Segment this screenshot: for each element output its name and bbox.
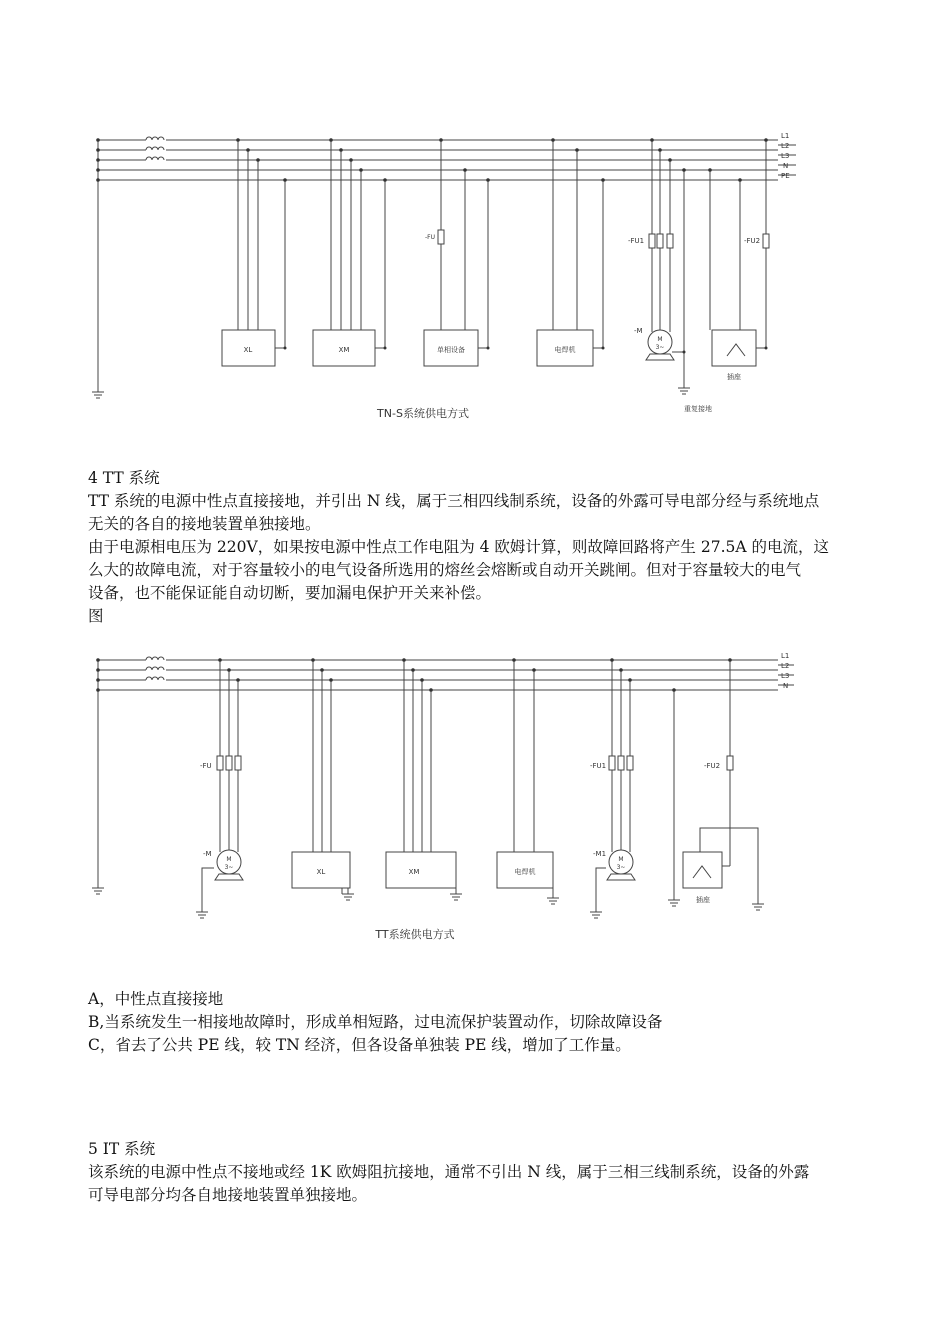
bus-label-n: N [783,682,789,690]
section4-text [88,467,870,628]
section5-text [88,1138,870,1207]
box-label-single-phase: 单相设备 [437,346,465,354]
motor-m1-symbol: M [618,856,624,863]
socket-label: 插座 [727,373,741,381]
motor-symbol: M [657,336,663,343]
motor-phase: 3~ [655,344,665,351]
box-label-xl: XL [243,346,253,354]
figure2-caption: TT系统供电方式 [375,928,455,941]
section4-figure-ref: 图 [88,607,104,625]
repeat-ground-label: 重复接地 [684,405,712,413]
tt-diagram [0,640,950,950]
bus-label-n: N [783,162,789,170]
junction-dots [96,658,732,692]
motor-m-branch [196,660,243,918]
section5-p1-line2: 可导电部分均各自地接地装置单独接地。 [88,1186,368,1204]
fuse-label-fu1: -FU1 [590,762,607,770]
motor-m-phase: 3~ [224,864,234,871]
fuse-label-fu: -FU [425,234,436,241]
motor-label-m: -M [203,850,212,858]
socket-label: 插座 [696,896,710,904]
section4-p2-line3: 设备，也不能保证能自动切断，要加漏电保护开关来补偿。 [88,584,492,602]
point-a: A，中性点直接接地 [88,990,224,1008]
fuse-label-fu1: -FU1 [628,237,645,245]
bus-label-l3: L3 [781,152,790,160]
bus-label-pe: PE [781,172,790,180]
motor-m-symbol: M [226,856,232,863]
socket-branch [710,140,769,366]
motor-label-m1: -M1 [593,850,607,858]
motor-m1-branch [590,660,635,918]
bus-label-l2: L2 [781,142,790,150]
motor-label: -M [634,327,643,335]
fuse-label-fu: -FU [200,762,212,770]
xm-branch [386,660,462,900]
fuse-label-fu2: -FU2 [744,237,761,245]
point-b: B,当系统发生一相接地故障时，形成单相短路，过电流保护装置动作，切除故障设备 [88,1013,663,1031]
section5-heading: 5 IT 系统 [88,1140,156,1158]
bus-lines [98,660,794,690]
section4-p2-line1: 由于电源相电压为 220V，如果按电源中性点工作电阻为 4 欧姆计算，则故障回路将产生 27.5A 的电流，这 [88,538,829,556]
socket-branch [668,660,764,910]
xl-branch [292,660,354,900]
section4-heading: 4 TT 系统 [88,469,160,487]
section4-p2-line2: 么大的故障电流，对于容量较小的电气设备所选用的熔丝会熔断或自动开关跳闸。但对于容量较大的电气 [88,561,802,579]
motor-m1-phase: 3~ [616,864,626,871]
coil-symbols [146,136,166,164]
coil-symbols [146,656,166,684]
bus-label-l2: L2 [781,662,790,670]
section4-p1-line2: 无关的各自的接地装置单独接地。 [88,515,321,533]
motor-branch [646,140,690,394]
single-phase-branch [424,140,488,366]
bus-label-l1: L1 [781,132,790,140]
section5-p1-line1: 该系统的电源中性点不接地或经 1K 欧姆阻抗接地，通常不引出 N 线，属于三相三线制系统，设备的外露 [88,1163,810,1181]
fuse-label-fu2: -FU2 [704,762,721,770]
tn-s-diagram [0,120,950,430]
figure1-caption: TN-S系统供电方式 [377,407,469,420]
welder-branch [537,140,603,366]
section4-p1-line1: TT 系统的电源中性点直接接地，并引出 N 线，属于三相四线制系统，设备的外露可导电部分经与系统地点 [88,492,820,510]
box-label-welder: 电焊机 [514,868,536,876]
point-c: C，省去了公共 PE 线，较 TN 经济，但各设备单独装 PE 线，增加了工作量。 [88,1036,631,1054]
tt-points [88,988,870,1057]
bus-label-l3: L3 [781,672,790,680]
bus-lines [98,140,796,180]
box-label-xm: XM [338,346,350,354]
xm-branch [313,140,385,366]
box-label-xl: XL [316,868,326,876]
box-label-welder: 电焊机 [554,346,576,354]
bus-label-l1: L1 [781,652,790,660]
xl-branch [222,140,285,366]
box-label-xm: XM [408,868,420,876]
